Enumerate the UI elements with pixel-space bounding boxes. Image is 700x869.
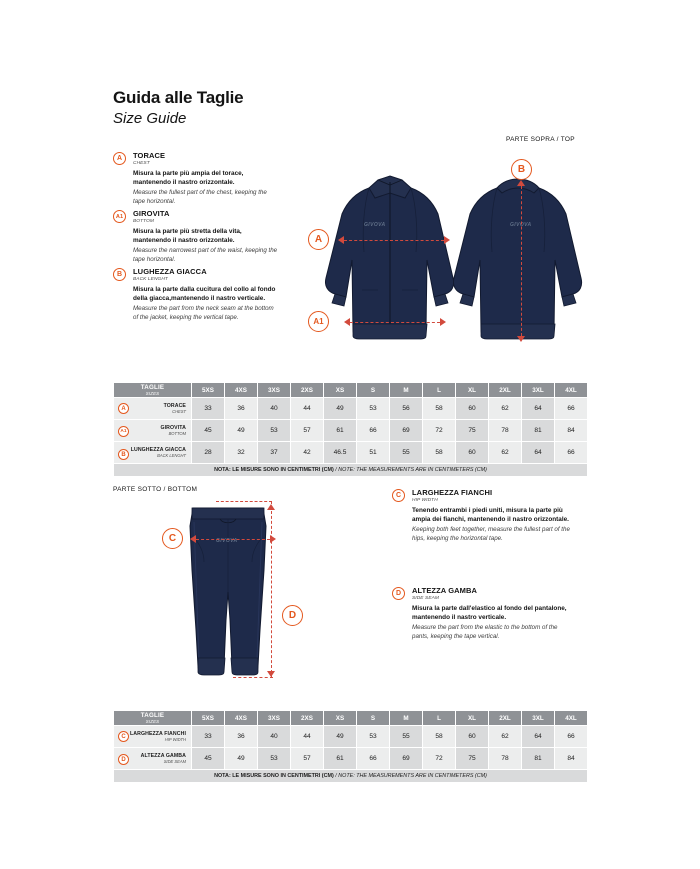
table-top-note: NOTA: LE MISURE SONO IN CENTIMETRI (CM) / NOTE: THE MEASUREMENTS ARE IN CENTIMETERS (CM) bbox=[114, 464, 588, 477]
legend-item-jacket-length bbox=[113, 268, 278, 323]
legend-item-waist bbox=[113, 210, 278, 265]
table-row bbox=[114, 748, 588, 770]
table-bottom-size-5xs: 5XS bbox=[192, 711, 225, 726]
brand-logo-jacket-front: GIVOVA bbox=[364, 222, 386, 228]
table-top-size-2xl: 2XL bbox=[489, 383, 522, 398]
pants-illustration bbox=[168, 500, 288, 690]
table-bottom-size-3xs: 3XS bbox=[258, 711, 291, 726]
table-top-size-m: M bbox=[390, 383, 423, 398]
cell-jlen-xl: 60 bbox=[456, 442, 489, 464]
cell-waist-3xs: 53 bbox=[258, 420, 291, 442]
cell-leg-l: 72 bbox=[423, 748, 456, 770]
table-bottom-header-row bbox=[114, 711, 588, 726]
legend-text-it-chest: Misura la parte più ampia del torace, mantenendo il nastro orizzontale. bbox=[133, 169, 244, 186]
jacket-front-illustration bbox=[322, 160, 457, 355]
legend-subtitle-hip: HIP WIDTH bbox=[412, 497, 438, 503]
legend-text-it-jacket-length: Misura la parte dalla cucitura del collo al fondo della giacca,mantenendo il nastro verticale. bbox=[133, 285, 276, 302]
cell-chest-3xl: 64 bbox=[522, 398, 555, 420]
cell-hip-l: 58 bbox=[423, 726, 456, 748]
table-bottom-size-3xl: 3XL bbox=[522, 711, 555, 726]
leg-arrow-top bbox=[267, 504, 275, 510]
legend-subtitle-chest: CHEST bbox=[133, 160, 150, 166]
table-bottom-header-label: TAGLIE SIZES bbox=[114, 711, 192, 726]
cell-waist-xs: 61 bbox=[324, 420, 357, 442]
badge-a-table-top: A bbox=[118, 403, 129, 414]
table-top-size-4xs: 4XS bbox=[225, 383, 258, 398]
jacket-back-svg bbox=[450, 160, 585, 355]
leg-top-guide bbox=[216, 501, 272, 502]
cell-jlen-2xs: 42 bbox=[291, 442, 324, 464]
cell-jlen-5xs: 28 bbox=[192, 442, 225, 464]
cell-leg-5xs: 45 bbox=[192, 748, 225, 770]
cell-chest-2xl: 62 bbox=[489, 398, 522, 420]
page-subtitle: Size Guide bbox=[113, 110, 187, 127]
badge-c-legend: C bbox=[392, 489, 405, 502]
legend-title-waist: GIROVITA bbox=[133, 209, 170, 218]
table-top-size-l: L bbox=[423, 383, 456, 398]
cell-leg-3xs: 53 bbox=[258, 748, 291, 770]
cell-chest-4xs: 36 bbox=[225, 398, 258, 420]
cell-jlen-m: 55 bbox=[390, 442, 423, 464]
legend-title-leg: ALTEZZA GAMBA bbox=[412, 586, 478, 595]
cell-jlen-3xl: 64 bbox=[522, 442, 555, 464]
badge-c-table-bottom: C bbox=[118, 731, 129, 742]
cell-chest-5xs: 33 bbox=[192, 398, 225, 420]
legend-text-it-hip: Tenendo entrambi i piedi uniti, misura la parte più ampia dei fianchi, mantenendo il nastro orizzontale. bbox=[412, 506, 569, 523]
table-top-size-xs: XS bbox=[324, 383, 357, 398]
table-bottom-note-row bbox=[114, 770, 588, 783]
cell-jlen-xs: 46.5 bbox=[324, 442, 357, 464]
brand-logo-pants: GIVOVA bbox=[216, 538, 238, 544]
waist-measure-guide bbox=[350, 322, 440, 323]
table-top-note-row bbox=[114, 464, 588, 477]
cell-hip-s: 53 bbox=[357, 726, 390, 748]
cell-waist-l: 72 bbox=[423, 420, 456, 442]
cell-waist-4xl: 84 bbox=[555, 420, 588, 442]
table-bottom-note: NOTA: LE MISURE SONO IN CENTIMETRI (CM) / NOTE: THE MEASUREMENTS ARE IN CENTIMETERS (CM) bbox=[114, 770, 588, 783]
table-top-header-label: TAGLIE SIZES bbox=[114, 383, 192, 398]
cell-jlen-4xs: 32 bbox=[225, 442, 258, 464]
cell-leg-m: 69 bbox=[390, 748, 423, 770]
cell-leg-xs: 61 bbox=[324, 748, 357, 770]
cell-hip-4xs: 36 bbox=[225, 726, 258, 748]
size-table-bottom bbox=[113, 710, 588, 783]
cell-hip-xs: 49 bbox=[324, 726, 357, 748]
cell-chest-xs: 49 bbox=[324, 398, 357, 420]
table-bottom-size-s: S bbox=[357, 711, 390, 726]
legend-title-jacket-length: LUGHEZZA GIACCA bbox=[133, 267, 207, 276]
badge-d-legend: D bbox=[392, 587, 405, 600]
cell-jlen-3xs: 37 bbox=[258, 442, 291, 464]
cell-chest-4xl: 66 bbox=[555, 398, 588, 420]
cell-waist-s: 66 bbox=[357, 420, 390, 442]
legend-text-it-waist: Misura la parte più stretta della vita, mantenendo il nastro orizzontale. bbox=[133, 227, 242, 244]
leg-arrow-bottom bbox=[267, 671, 275, 677]
back-length-arrow-bottom bbox=[517, 336, 525, 342]
chest-arrow-left bbox=[338, 236, 344, 244]
cell-hip-xl: 60 bbox=[456, 726, 489, 748]
cell-leg-2xs: 57 bbox=[291, 748, 324, 770]
legend-text-en-hip: Keeping both feet together, measure the fullest part of the hips, keeping the horizontal tape. bbox=[412, 526, 570, 543]
cell-hip-5xs: 33 bbox=[192, 726, 225, 748]
page-title-block bbox=[113, 88, 243, 127]
legend-text-en-waist: Measure the narrowest part of the waist, keeping the tape horizontal. bbox=[133, 247, 278, 264]
cell-hip-2xs: 44 bbox=[291, 726, 324, 748]
table-top-size-2xs: 2XS bbox=[291, 383, 324, 398]
legend-subtitle-waist: BOTTOM bbox=[133, 218, 155, 224]
cell-chest-3xs: 40 bbox=[258, 398, 291, 420]
table-bottom-size-l: L bbox=[423, 711, 456, 726]
table-row bbox=[114, 420, 588, 442]
legend-text-en-leg: Measure the part from the elastic to the bottom of the pants, keeping the tape vertical. bbox=[412, 624, 558, 641]
cell-hip-4xl: 66 bbox=[555, 726, 588, 748]
size-table-top bbox=[113, 382, 588, 477]
cell-jlen-s: 51 bbox=[357, 442, 390, 464]
cell-leg-4xl: 84 bbox=[555, 748, 588, 770]
table-top-size-3xl: 3XL bbox=[522, 383, 555, 398]
table-top-row-label-waist: GIROVITA BOTTOM bbox=[114, 420, 192, 442]
table-bottom-size-4xl: 4XL bbox=[555, 711, 588, 726]
cell-waist-4xs: 49 bbox=[225, 420, 258, 442]
table-top-size-xl: XL bbox=[456, 383, 489, 398]
badge-d-table-bottom: D bbox=[118, 754, 129, 765]
cell-chest-2xs: 44 bbox=[291, 398, 324, 420]
legend-text-en-chest: Measure the fullest part of the chest, keeping the tape horizontal. bbox=[133, 189, 267, 206]
caption-bottom-section: PARTE SOTTO / BOTTOM bbox=[113, 486, 198, 493]
waist-arrow-left bbox=[344, 318, 350, 326]
legend-subtitle-leg: SIDE SEAM bbox=[412, 595, 440, 601]
cell-waist-2xs: 57 bbox=[291, 420, 324, 442]
back-length-measure-guide bbox=[521, 186, 522, 336]
cell-leg-3xl: 81 bbox=[522, 748, 555, 770]
table-row bbox=[114, 398, 588, 420]
cell-hip-3xs: 40 bbox=[258, 726, 291, 748]
badge-a1-jacket-front: A1 bbox=[308, 311, 329, 332]
table-row bbox=[114, 442, 588, 464]
badge-a1-legend: A1 bbox=[113, 210, 126, 223]
badge-a-jacket-front: A bbox=[308, 229, 329, 250]
legend-text-en-jacket-length: Measure the part from the neck seam at the bottom of the jacket, keeping the vertical tape. bbox=[133, 305, 274, 322]
table-top-size-5xs: 5XS bbox=[192, 383, 225, 398]
page-title: Guida alle Taglie bbox=[113, 88, 244, 107]
cell-leg-2xl: 78 bbox=[489, 748, 522, 770]
cell-hip-m: 55 bbox=[390, 726, 423, 748]
leg-bottom-guide bbox=[233, 677, 273, 678]
caption-top-section: PARTE SOPRA / TOP bbox=[506, 136, 575, 143]
badge-c-pants: C bbox=[162, 528, 183, 549]
table-top-row-label-chest: TORACE CHEST bbox=[114, 398, 192, 420]
hip-measure-guide bbox=[196, 539, 270, 540]
jacket-back-illustration bbox=[450, 160, 585, 355]
table-bottom-size-m: M bbox=[390, 711, 423, 726]
cell-chest-l: 58 bbox=[423, 398, 456, 420]
back-length-arrow-top bbox=[517, 180, 525, 186]
table-top-size-s: S bbox=[357, 383, 390, 398]
legend-item-leg bbox=[392, 587, 572, 642]
chest-measure-guide bbox=[344, 240, 444, 241]
table-bottom-size-xs: XS bbox=[324, 711, 357, 726]
cell-hip-3xl: 64 bbox=[522, 726, 555, 748]
badge-b-jacket-back: B bbox=[511, 159, 532, 180]
table-top-size-4xl: 4XL bbox=[555, 383, 588, 398]
legend-item-hip bbox=[392, 489, 572, 544]
legend-subtitle-jacket-length: BACK LENGHT bbox=[133, 276, 168, 282]
cell-leg-s: 66 bbox=[357, 748, 390, 770]
table-top-header-row bbox=[114, 383, 588, 398]
pants-svg bbox=[168, 500, 288, 690]
badge-a-legend: A bbox=[113, 152, 126, 165]
cell-chest-s: 53 bbox=[357, 398, 390, 420]
cell-leg-xl: 75 bbox=[456, 748, 489, 770]
table-top-size-3xs: 3XS bbox=[258, 383, 291, 398]
cell-hip-2xl: 62 bbox=[489, 726, 522, 748]
hip-arrow-left bbox=[190, 535, 196, 543]
cell-jlen-4xl: 66 bbox=[555, 442, 588, 464]
table-bottom-row-label-leg: ALTEZZA GAMBA SIDE SEAM bbox=[114, 748, 192, 770]
legend-title-hip: LARGHEZZA FIANCHI bbox=[412, 488, 493, 497]
table-bottom-row-label-hip: LARGHEZZA FIANCHI HIP WIDTH bbox=[114, 726, 192, 748]
legend-text-it-leg: Misura la parte dall'elastico al fondo del pantalone, mantenendo il nastro verticale. bbox=[412, 604, 567, 621]
table-bottom-size-4xs: 4XS bbox=[225, 711, 258, 726]
table-bottom-size-2xs: 2XS bbox=[291, 711, 324, 726]
cell-waist-xl: 75 bbox=[456, 420, 489, 442]
badge-a1-table-top: A1 bbox=[118, 426, 129, 437]
cell-chest-xl: 60 bbox=[456, 398, 489, 420]
cell-jlen-l: 58 bbox=[423, 442, 456, 464]
cell-waist-m: 69 bbox=[390, 420, 423, 442]
cell-waist-2xl: 78 bbox=[489, 420, 522, 442]
table-top-row-label-jacket-length: LUNGHEZZA GIACCA BACK LENGHT bbox=[114, 442, 192, 464]
cell-leg-4xs: 49 bbox=[225, 748, 258, 770]
badge-d-pants: D bbox=[282, 605, 303, 626]
badge-b-table-top: B bbox=[118, 449, 129, 460]
legend-item-chest bbox=[113, 152, 278, 207]
cell-waist-5xs: 45 bbox=[192, 420, 225, 442]
leg-length-measure-guide bbox=[271, 501, 272, 678]
cell-chest-m: 56 bbox=[390, 398, 423, 420]
waist-arrow-right bbox=[440, 318, 446, 326]
table-bottom-size-2xl: 2XL bbox=[489, 711, 522, 726]
table-row bbox=[114, 726, 588, 748]
brand-logo-jacket-back: GIVOVA bbox=[510, 222, 532, 228]
jacket-front-svg bbox=[322, 160, 457, 355]
badge-b-legend: B bbox=[113, 268, 126, 281]
cell-waist-3xl: 81 bbox=[522, 420, 555, 442]
table-bottom-size-xl: XL bbox=[456, 711, 489, 726]
legend-title-chest: TORACE bbox=[133, 151, 166, 160]
cell-jlen-2xl: 62 bbox=[489, 442, 522, 464]
